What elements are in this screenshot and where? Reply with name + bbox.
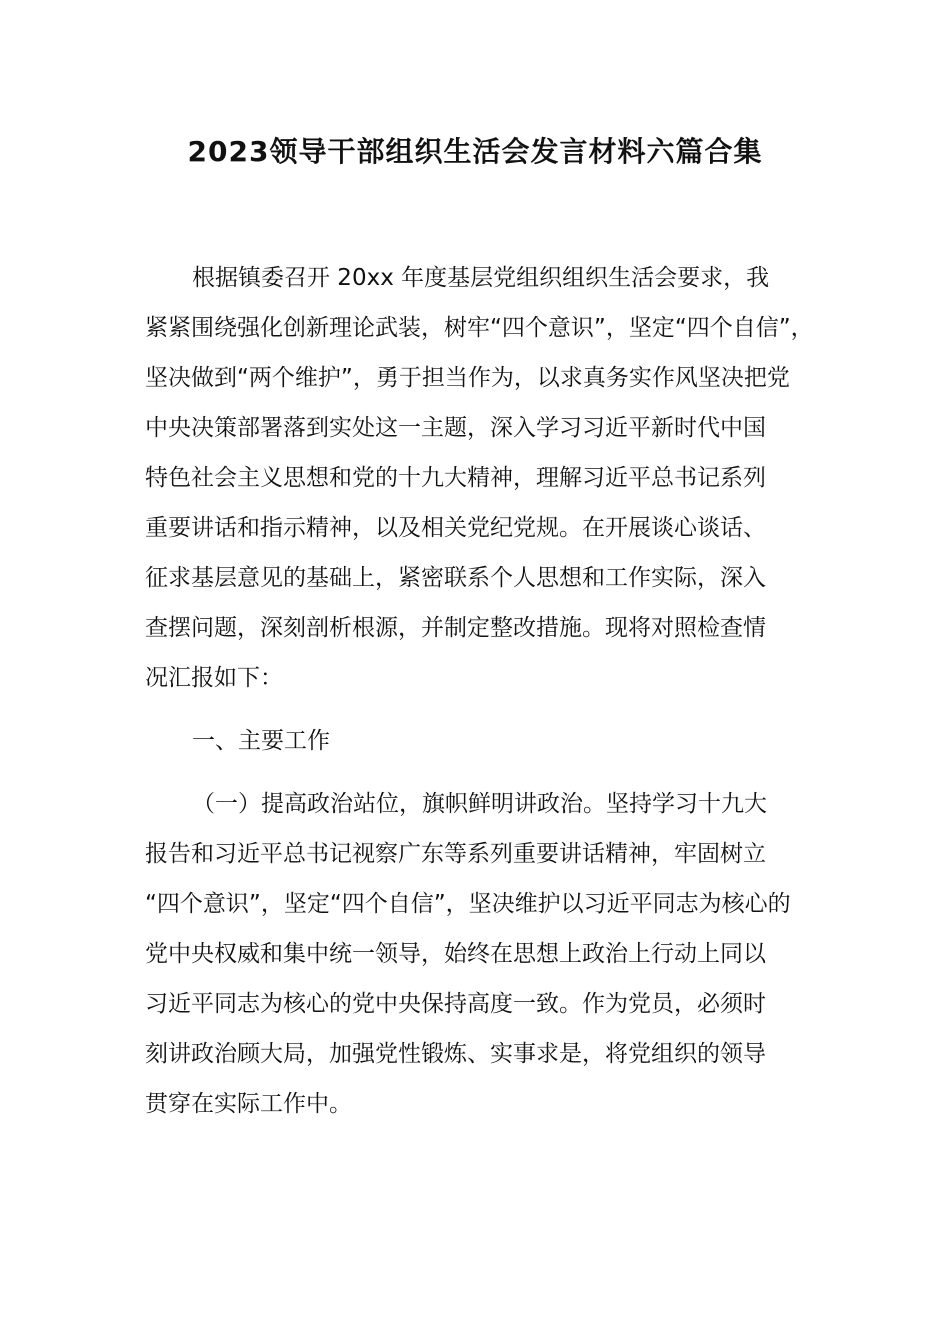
paragraph-line: 刻讲政治顾大局，加强党性锻炼、实事求是，将党组织的领导 bbox=[145, 1041, 766, 1067]
paragraph-line: 党中央权威和集中统一领导，始终在思想上政治上行动上同以 bbox=[145, 941, 766, 967]
intro-line: 坚决做到“两个维护”，勇于担当作为，以求真务实作风坚决把党 bbox=[145, 365, 790, 391]
intro-line: 中央决策部署落到实处这一主题，深入学习习近平新时代中国 bbox=[145, 415, 766, 441]
intro-line: 况汇报如下： bbox=[145, 665, 283, 691]
paragraph-line: “四个意识”，坚定“四个自信”，坚决维护以习近平同志为核心的 bbox=[145, 891, 791, 917]
intro-line: 特色社会主义思想和党的十九大精神，理解习近平总书记系列 bbox=[145, 465, 766, 491]
intro-line: 重要讲话和指示精神，以及相关党纪党规。在开展谈心谈话、 bbox=[145, 515, 766, 541]
section-heading: 一、主要工作 bbox=[192, 728, 330, 754]
paragraph-line: 贯穿在实际工作中。 bbox=[145, 1091, 352, 1117]
document-title: 2023领导干部组织生活会发言材料六篇合集 bbox=[187, 135, 763, 168]
intro-line: 查摆问题，深刻剖析根源，并制定整改措施。现将对照检查情 bbox=[145, 615, 766, 641]
intro-line: 根据镇委召开 20xx 年度基层党组织组织生活会要求，我 bbox=[192, 265, 770, 291]
paragraph-line: （一）提高政治站位，旗帜鲜明讲政治。坚持学习十九大 bbox=[192, 791, 767, 817]
paragraph-line: 习近平同志为核心的党中央保持高度一致。作为党员，必须时 bbox=[145, 991, 766, 1017]
intro-line: 紧紧围绕强化创新理论武装，树牢“四个意识”，坚定“四个自信”， bbox=[145, 315, 814, 341]
intro-line: 征求基层意见的基础上，紧密联系个人思想和工作实际，深入 bbox=[145, 565, 766, 591]
paragraph-line: 报告和习近平总书记视察广东等系列重要讲话精神，牢固树立 bbox=[145, 841, 766, 867]
